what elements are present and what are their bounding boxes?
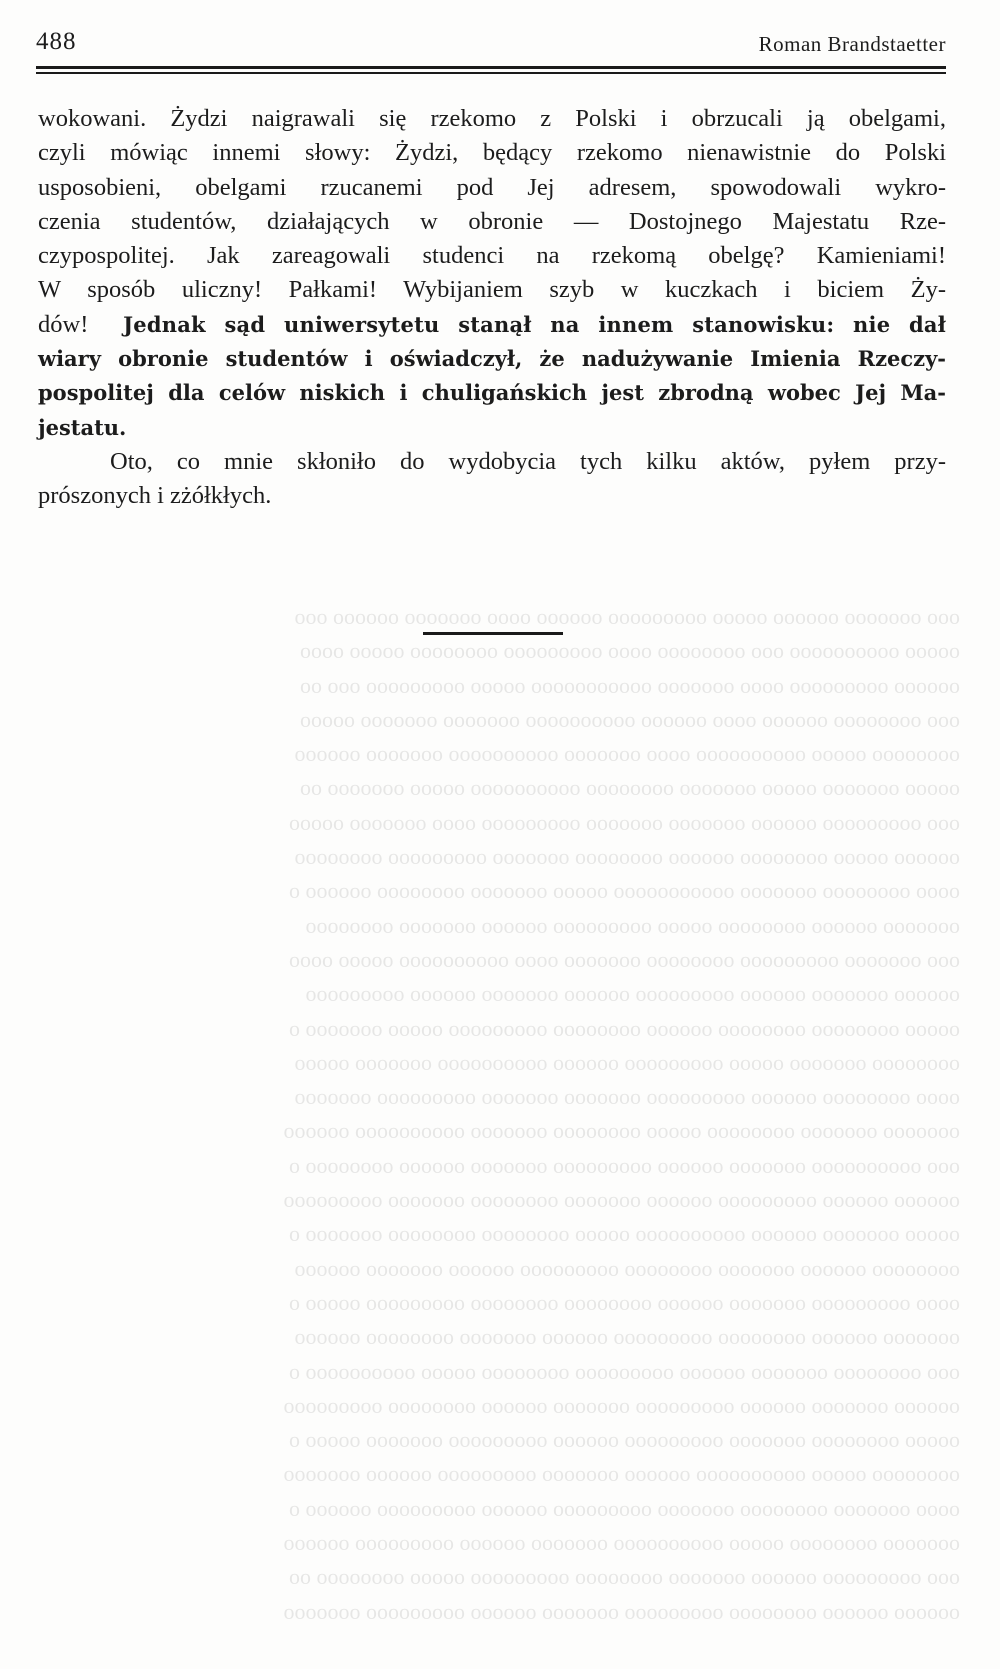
text-line-bold: pospolitej dla celów niskich i chuligańskich jest zbrodną wobec Jej Ma- (38, 380, 946, 406)
running-title: Roman Brandstaetter (758, 32, 946, 56)
text-line-bold: jestatu. (38, 414, 127, 440)
text-line: czypospolitej. Jak zareagowali studenci na rzekomą obelgę? Kamieniami! (38, 242, 946, 270)
text-line: W sposób uliczny! Pałkami! Wybijaniem szyb w kuczkach i biciem Ży- (38, 276, 946, 304)
page-number: 488 (36, 28, 77, 55)
running-head (36, 28, 946, 68)
text-line-mixed (38, 308, 946, 342)
header-rule (36, 66, 946, 74)
text-normal-segment: dów! (38, 310, 89, 338)
text-line: czenia studentów, działających w obronie — Dostojnego Majestatu Rze- (38, 207, 946, 235)
section-end-rule (423, 632, 563, 635)
text-bold-segment: Jednak sąd uniwersytetu stanął na innem stanowisku: nie dał (123, 311, 947, 337)
text-line: Oto, co mnie skłoniło do wydobycia tych kilku aktów, pyłem przy- (110, 447, 946, 475)
text-line: czyli mówiąc innemi słowy: Żydzi, będący rzekomo nienawistnie do Polski (38, 139, 946, 167)
text-line: usposobieni, obelgami rzucanemi pod Jej adresem, spowodowali wykro- (38, 173, 946, 201)
text-line: wokowani. Żydzi naigrawali się rzekomo z Polski i obrzucali ją obelgami, (38, 105, 946, 132)
body-text (38, 102, 946, 514)
text-line: prószonych i zżółkłych. (38, 482, 272, 510)
text-line-bold: wiary obronie studentów i oświadczył, że nadużywanie Imienia Rzeczy- (38, 346, 946, 372)
show-through-texture: ooo ooooooo oooooo ooooo ooooooooo oooooo oooo ooooooo oooooo ooo ooooo oooooooooo ooo oooooooo oooo ooooooooo oooooooo ooooo oooo oooooo ooooooooo oooo ooooooo ooooooooooo ooooo ooooooooo ooo oo ooo oooooooo oooooo oooo oooooo oooooooooo ooooooo ooooooo ooooo oooooooo ooooo oooooooooo oooo ooooooo oooooooooo ooooooo oooooo ooooo ooooooo ooooo ooooooo oooooooo oooooooooo ooooo ooooooo oo ooo ooooooooo oooooo ooooooo ooooooo ooooooooo oooo ooooooo ooooo oooooo ooooo oooooooo oooooo oooooooo ooooooo ooooooooo oooooooo oooo oooooooo ooooooo ooooooooooo ooooo ooooooo oooooooo oooooo o ooooooo oooooo oooooooo ooooo ooooooooo oooooo ooooooo oooooooo ooo ooooooo ooooooooo oooooooo ooooooo oooo oooooooooo ooooo oooo oooooo ooooooo oooooo ooooooooo oooooo ooooooo oooooo ooooooooo ooooo oooooooo oooooooo oooooo oooooooo ooooooooo ooooo ooooooo o oooooooo ooooooo ooooo ooooooooo oooooo oooooooooo ooooooo ooooo oooo oooooooo oooooo ooooooooo ooooooo ooooooo ooooooooo ooooooo ooooooo ooooooo oooooooo ooooo oooooooo ooooooo oooooooooo oooooo ooo oooooooooo ooooooo oooooo ooooooooo ooooooo oooooo oooooooo o oooooo oooooo ooooooooo oooooo ooooooo oooooooo ooooooo ooooooooo ooooo ooooooo oooooo oooooooooo ooooo oooooooo oooooooo ooooooo o oooooooo oooooo ooooooo oooooooo ooooooooo oooooo ooooooo oooooo oooo ooooooooo ooooooo oooooo oooooooo oooooooo ooooooooo ooooo o ooooooo oooooo oooooooo ooooooooo oooooo ooooooo oooooooo oooooo ooo oooooooo ooooooo oooooo ooooooooo oooooooo ooooo oooooooooo o oooooo ooooooo oooooo ooooooooo ooooooo oooooo oooooooo ooooooooo ooooo oooooooo ooooooo ooooooooo oooooo ooooooooo ooooooo ooooo o oooooooo ooooo oooooooooo oooooo ooooooo ooooooooo oooooo ooooooo oooo ooooooo oooooooo ooooooo ooooooooo oooooo ooooooooo oooooo o ooooooo oooooooo ooooo oooooooooo ooooooo oooooo ooooooooo oooooo ooo ooooooooo oooooo ooooooo oooooooo ooooooooo ooooo oooooooo oo oooooo oooooo oooooooo ooooooooo ooooooo oooooo ooooooooo ooooooo (283, 604, 960, 1624)
